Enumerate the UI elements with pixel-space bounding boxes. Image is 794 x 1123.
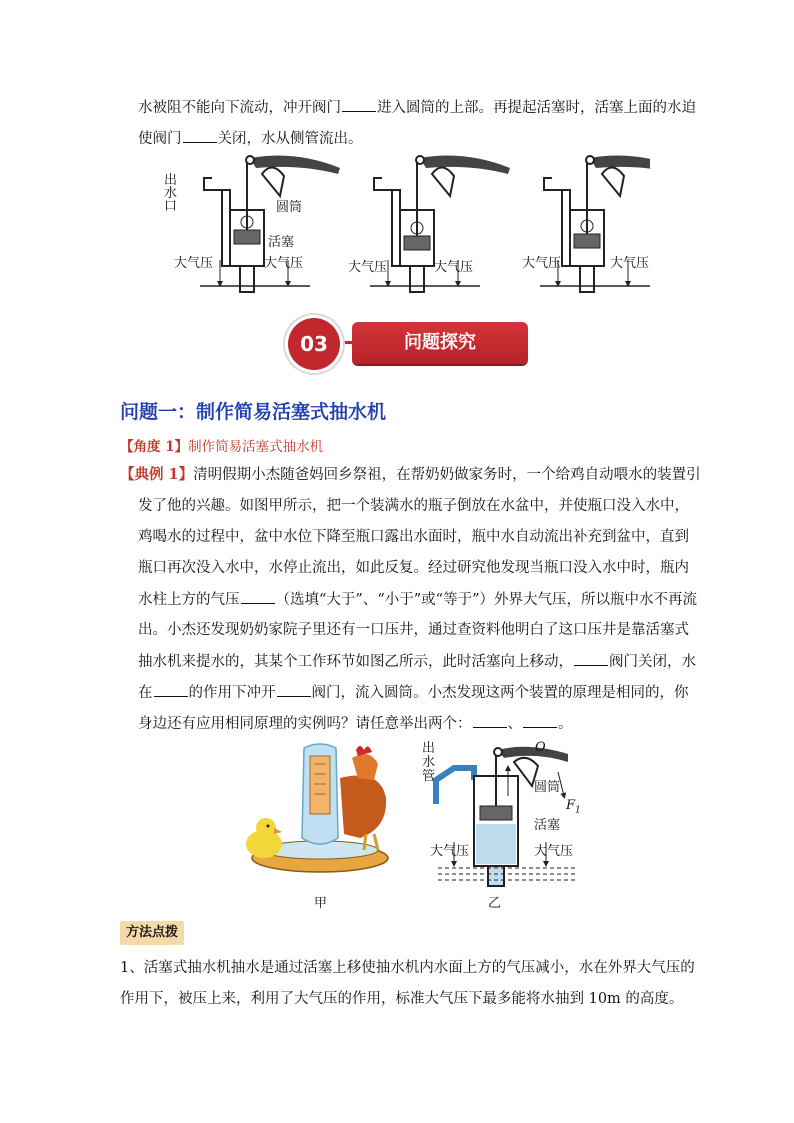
atm-label: 大气压 [610, 256, 650, 271]
atm-label: 大气压 [264, 256, 304, 271]
outlet-char: 水 [422, 755, 436, 770]
answer-blank[interactable] [473, 713, 507, 728]
method-line-2: 作用下，被压上来，利用了大气压的作用，标准大气压下最多能将水抽到 10m 的高度。 [120, 991, 684, 1007]
text: 抽水机来提水的，其某个工作环节如图乙所示，此时活塞向上移动， [138, 654, 573, 670]
example-line-9 [138, 713, 573, 734]
yi-cylinder-label: 圆筒 [534, 780, 561, 795]
outlet-char: 口 [164, 199, 178, 214]
text: 、 [507, 716, 522, 732]
yi-outlet-label [422, 742, 435, 784]
angle-line [120, 437, 323, 457]
example-line-4: 瓶口再次没入水中，水停止流出，如此反复。经过研究他发现当瓶口没入水中时，瓶内 [138, 560, 689, 576]
outlet-char: 出 [422, 741, 436, 756]
answer-blank[interactable] [241, 589, 275, 604]
figure-jia-caption: 甲 [314, 896, 328, 911]
answer-blank[interactable] [154, 682, 188, 697]
outlet-char: 管 [422, 769, 436, 784]
angle-tag: 【角度 1】 [120, 439, 189, 455]
top-text-line-1 [138, 97, 696, 118]
cylinder-label: 圆筒 [276, 200, 303, 215]
text: 身边还有应用相同原理的实例吗？请任意举出两个： [138, 716, 472, 732]
outlet-label [164, 174, 177, 213]
method-line-1: 1、活塞式抽水机抽水是通过活塞上移使抽水机内水面上方的气压减小，水在外界大气压的 [120, 960, 695, 976]
text: 使阀门 [138, 131, 182, 147]
atm-label: 大气压 [522, 256, 562, 271]
pump-diagram-3 [540, 156, 650, 292]
example-line-8 [138, 682, 689, 703]
text: 阀门，流入圆筒。小杰发现这两个装置的原理是相同的，你 [311, 685, 689, 701]
figure-yi-piston-pump [418, 740, 588, 890]
example-line-7 [138, 651, 696, 672]
yi-force-label [566, 798, 581, 816]
example-line-1 [120, 465, 701, 485]
top-text-line-2 [138, 128, 363, 149]
answer-blank[interactable] [574, 651, 608, 666]
answer-blank[interactable] [277, 682, 311, 697]
example-line-2: 发了他的兴趣。如图甲所示，把一个装满水的瓶子倒放在水盆中，并使瓶口没入水中， [138, 498, 689, 514]
section-number-badge: 03 [288, 318, 340, 370]
angle-text: 制作简易活塞式抽水机 [188, 439, 324, 455]
section-title-banner: 问题探究 [352, 322, 528, 364]
method-tip-tag: 方法点拨 [120, 921, 184, 945]
yi-pivot-label: O [535, 740, 546, 755]
text: 在 [138, 685, 153, 701]
yi-piston-label: 活塞 [534, 818, 561, 833]
example-tag: 【典例 1】 [120, 466, 194, 483]
outlet-char: 水 [164, 186, 178, 201]
pump-diagram-1 [200, 156, 340, 292]
atm-label: 大气压 [174, 256, 214, 271]
text: 的作用下冲开 [188, 685, 276, 701]
example-line-6: 出。小杰还发现奶奶家院子里还有一口压井，通过查资料他明白了这口压井是靠活塞式 [138, 622, 689, 638]
example-line-5 [138, 589, 697, 610]
force-subscript: 1 [575, 805, 581, 816]
text: 关闭，水从侧管流出。 [217, 131, 363, 147]
pump-diagrams [160, 150, 650, 302]
outlet-char: 出 [164, 173, 178, 188]
text: 水被阻不能向下流动，冲开阀门 [138, 100, 341, 116]
atm-label: 大气压 [434, 260, 474, 275]
question-title: 问题一：制作简易活塞式抽水机 [120, 401, 387, 423]
text: 阀门关闭，水 [609, 654, 696, 670]
yi-atm-label: 大气压 [430, 844, 470, 859]
yi-atm-label: 大气压 [534, 844, 574, 859]
text: 清明假期小杰随爸妈回乡祭祖，在帮奶奶做家务时，一个给鸡自动喂水的装置引 [193, 467, 701, 483]
atm-label: 大气压 [348, 260, 388, 275]
piston-label: 活塞 [268, 235, 295, 250]
text: 。 [558, 716, 573, 732]
text: （选填“大于”、“小于”或“等于”）外界大气压，所以瓶中水不再流 [275, 592, 697, 608]
text: 水柱上方的气压 [138, 592, 240, 608]
figure-yi-caption: 乙 [488, 896, 502, 911]
answer-blank[interactable] [342, 97, 376, 112]
example-line-3: 鸡喝水的过程中，盆中水位下降至瓶口露出水面时，瓶中水自动流出补充到盆中，直到 [138, 529, 689, 545]
figure-jia-chicken-feeder [240, 738, 390, 886]
force-symbol: F [566, 798, 576, 813]
text: 进入圆筒的上部。再提起活塞时，活塞上面的水迫 [377, 100, 696, 116]
answer-blank[interactable] [183, 128, 217, 143]
answer-blank[interactable] [523, 713, 557, 728]
